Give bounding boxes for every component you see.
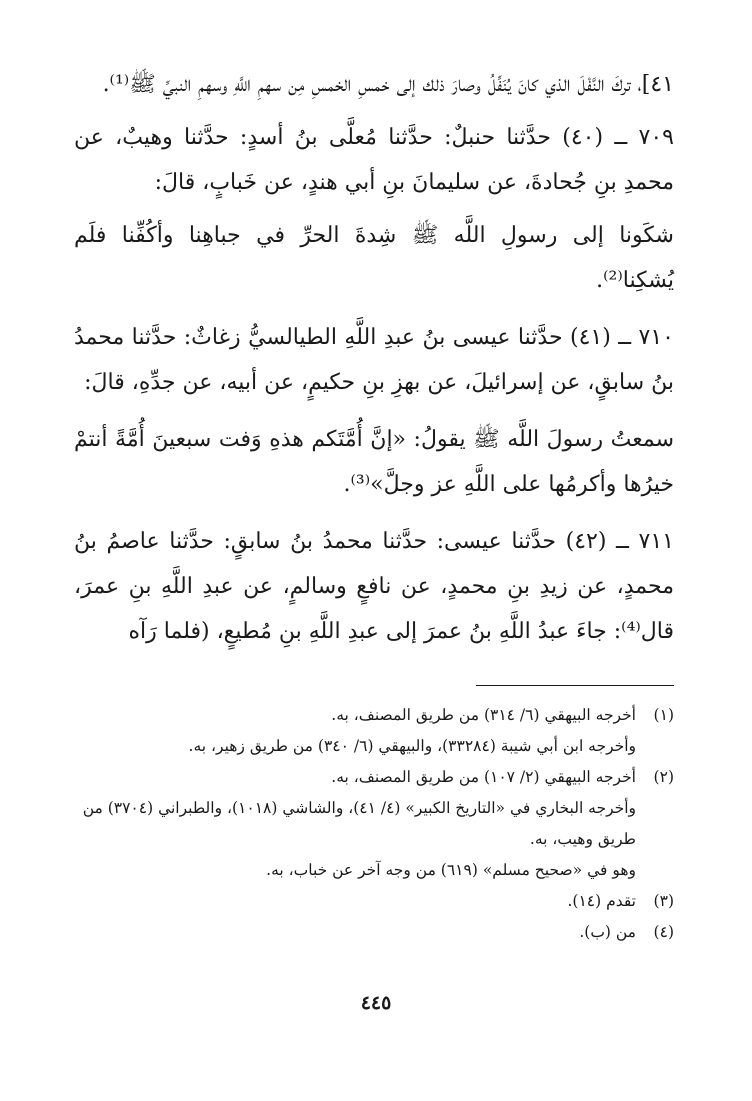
footnote-text: وهو في «صحيح مسلم» (٦١٩) من وجه آخر عن خباب، به. bbox=[266, 861, 636, 879]
footnote-text: وأخرجه البخاري في «التاريخ الكبير» (٤/ ٤١)، والشاشي (١٠١٨)، والطبراني (٣٧٠٤) من طريق وهيب، به. bbox=[82, 799, 636, 848]
page-number: ٤٤٥ bbox=[360, 992, 392, 1014]
footnote-item bbox=[74, 886, 674, 917]
footnote-text: أخرجه البيهقي (٦/ ٣١٤) من طريق المصنف، به. bbox=[331, 706, 636, 724]
footnote-number: (١) bbox=[653, 706, 674, 724]
footnote-number: (٤) bbox=[653, 923, 674, 941]
footnote-item bbox=[74, 917, 674, 948]
footnote-item bbox=[74, 762, 674, 793]
footnote-item bbox=[74, 700, 674, 731]
hadith-711: ٧١١ ــ (٤٢) حدَّثنا عيسى: حدَّثنا محمدُ بنُ سابقٍ: حدَّثنا عاصمُ بنُ محمدٍ، عن زيدِ بنِ محمدٍ، عن نافعٍ وسالمٍ، عن عبدِ اللَّهِ بنِ عمرَ، قال⁽⁴⁾: جاءَ عبدُ اللَّهِ بنُ عمرَ إلى عبدِ اللَّهِ بنِ مُطيعٍ، (فلما رَآه bbox=[74, 529, 674, 644]
footnote-separator bbox=[476, 685, 674, 686]
paragraph-1: ٤١]، تركَ النَّفْلَ الذي كانَ يُنَفِّلُ وصارَ ذلك إلى خمسِ الخمسِ مِن سهمِ اللَّهِ وسهمِ النبيِّ ﷺ⁽¹⁾. bbox=[102, 72, 674, 97]
hadith-710-matn: سمعتُ رسولَ اللَّه ﷺ يقولُ: «إنَّ أُمَّتَكم هذهِ وَفت سبعينَ أُمَّةً أنتمْ خيرُها وأكرمُها على اللَّهِ عز وجلَّ»⁽³⁾. bbox=[74, 427, 674, 497]
footnote-item bbox=[74, 793, 674, 855]
footnote-text: من (ب). bbox=[579, 923, 636, 941]
hadith-709-matn: شكَونا إلى رسولِ اللَّه ﷺ شِدةَ الحرِّ في جباهِنا وأكُفِّنا فلَم يُشكِنا⁽²⁾. bbox=[74, 223, 674, 293]
footnote-number: (٢) bbox=[653, 768, 674, 786]
footnote-text: تقدم (١٤). bbox=[567, 892, 636, 910]
footnotes bbox=[74, 700, 674, 948]
main-text bbox=[74, 62, 674, 666]
footnote-item bbox=[74, 731, 674, 762]
footnote-number: (٣) bbox=[653, 892, 674, 910]
hadith-709-isnad: ٧٠٩ ــ (٤٠) حدَّثنا حنبلٌ: حدَّثنا مُعلَّى بنُ أسدٍ: حدَّثنا وهيبٌ، عن محمدِ بنِ جُحادةَ، عن سليمانَ بنِ أبي هندٍ، عن خَبابٍ، قالَ: bbox=[74, 125, 674, 195]
footnote-item bbox=[74, 855, 674, 886]
footnote-text: وأخرجه ابن أبي شيبة (٣٣٢٨٤)، والبيهقي (٦/ ٣٤٠) من طريق زهير، به. bbox=[188, 737, 636, 755]
footnote-text: أخرجه البيهقي (٢/ ١٠٧) من طريق المصنف، به. bbox=[331, 768, 636, 786]
hadith-710-isnad: ٧١٠ ــ (٤١) حدَّثنا عيسى بنُ عبدِ اللَّهِ الطيالسيُّ زغاثٌ: حدَّثنا محمدُ بنُ سابقٍ، عن إسرائيلَ، عن بهزِ بنِ حكيمٍ، عن أبيه، عن جدِّهِ، قالَ: bbox=[74, 325, 674, 395]
